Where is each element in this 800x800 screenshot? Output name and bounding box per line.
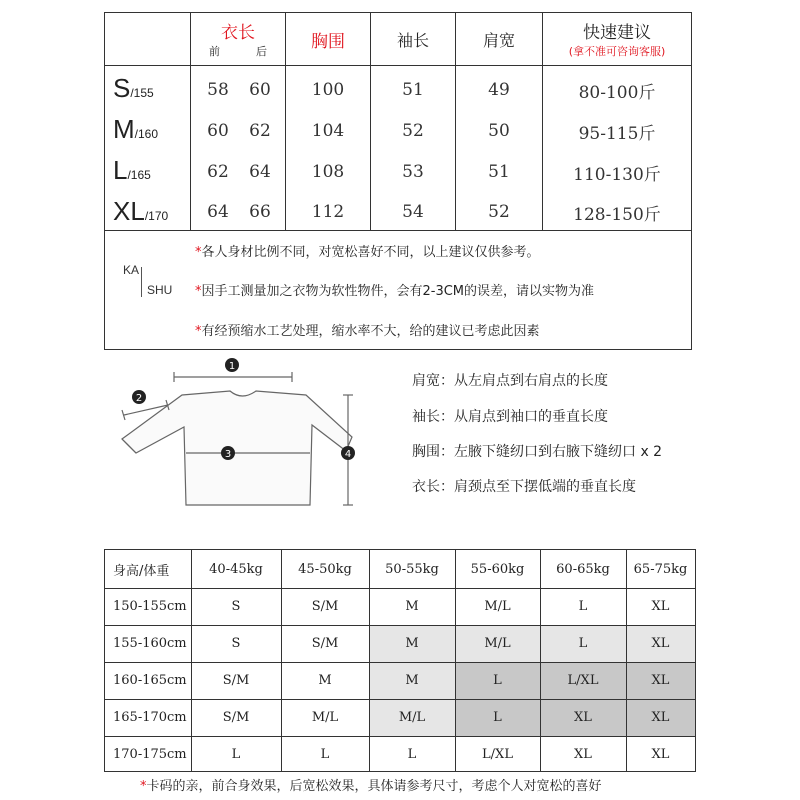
size-cell: M/L: [398, 710, 426, 725]
svg-text:3: 3: [224, 449, 232, 460]
garment-measure-diagram: [110, 355, 380, 525]
header-length: 衣长: [221, 22, 255, 43]
size-cell: L: [578, 636, 588, 651]
svg-text:1: 1: [228, 361, 236, 372]
size-cell: L/XL: [567, 673, 599, 688]
size-cell: S/M: [222, 673, 250, 688]
value-back: 66: [249, 202, 271, 222]
note-item: *因手工测量加之衣物为软性物件，会有2-3CM的误差，请以实物为准: [195, 284, 595, 299]
weight-column-header: 55-60kg: [470, 561, 525, 577]
value-chest: 112: [311, 202, 345, 222]
measure-desc: 肩宽：从左肩点到右肩点的长度: [412, 373, 608, 389]
measure-desc: 袖长：从肩点到袖口的垂直长度: [412, 409, 608, 425]
header-suggest-note: (拿不准可咨询客服): [568, 45, 666, 58]
size-cell: M: [405, 636, 419, 651]
weight-column-header: 65-75kg: [633, 561, 688, 577]
note-item: *有经预缩水工艺处理，缩水率不大，给的建议已考虑此因素: [195, 324, 540, 339]
measure-desc: 衣长：肩颈点至下摆低端的垂直长度: [412, 479, 636, 495]
size-cell: XL: [651, 636, 670, 651]
weight-column-header: 45-50kg: [298, 561, 352, 577]
size-cell: M/L: [484, 599, 511, 614]
size-cell: XL: [651, 710, 670, 725]
size-label: XL/170: [113, 196, 169, 226]
size-cell: XL: [651, 746, 670, 762]
value-front: 60: [207, 121, 229, 141]
value-weight: 110-130斤: [573, 164, 661, 185]
size-cell: S/M: [222, 710, 250, 725]
size-table: [104, 12, 692, 350]
brand-logo: KA SHU: [123, 263, 173, 297]
weight-column-header: 40-45kg: [209, 561, 263, 577]
size-cell: M: [405, 673, 419, 688]
size-cell: L: [320, 746, 330, 762]
size-cell: M/L: [311, 710, 339, 725]
value-weight: 128-150斤: [573, 204, 661, 225]
value-weight: 95-115斤: [578, 123, 656, 144]
value-back: 60: [249, 80, 271, 100]
header-length-front: 前: [209, 45, 220, 58]
divider: [105, 65, 691, 66]
value-chest: 104: [311, 121, 345, 141]
footer-note: *卡码的亲，前合身效果，后宽松效果，具体请参考尺寸，考虑个人对宽松的喜好: [140, 779, 602, 794]
value-front: 62: [207, 162, 229, 182]
value-back: 62: [249, 121, 271, 141]
note-item: *各人身材比例不同，对宽松喜好不同，以上建议仅供参考。: [195, 245, 540, 260]
height-row-label: 160-165cm: [113, 673, 187, 688]
size-cell: L: [407, 746, 417, 762]
height-row-label: 165-170cm: [113, 710, 187, 725]
value-front: 58: [207, 80, 229, 100]
header-shoulder: 肩宽: [482, 30, 515, 50]
size-cell: XL: [651, 673, 670, 688]
size-cell: L: [493, 673, 502, 688]
size-cell: M: [318, 673, 332, 688]
value-sleeve: 54: [402, 202, 424, 222]
measure-desc: 胸围：左腋下缝纫口到右腋下缝纫口 x 2: [412, 444, 663, 460]
size-label: M/160: [113, 114, 159, 144]
size-cell: L: [493, 710, 502, 725]
size-cell: S/M: [311, 599, 339, 614]
size-cell: M: [405, 599, 419, 614]
corner-header: 身高/体重: [113, 563, 170, 579]
value-sleeve: 52: [402, 121, 424, 141]
header-suggest: 快速建议: [583, 22, 651, 43]
svg-text:2: 2: [135, 393, 143, 404]
value-front: 64: [207, 202, 229, 222]
size-cell: S/M: [311, 636, 339, 651]
size-cell: L: [231, 746, 241, 762]
height-weight-table: [104, 549, 696, 772]
size-cell: XL: [651, 599, 670, 614]
header-chest: 胸围: [311, 31, 345, 52]
size-cell: XL: [574, 710, 592, 725]
value-sleeve: 53: [402, 162, 424, 182]
value-sleeve: 51: [402, 80, 424, 100]
value-back: 64: [249, 162, 271, 182]
height-row-label: 150-155cm: [113, 599, 187, 614]
value-weight: 80-100斤: [578, 82, 656, 103]
value-shoulder: 49: [488, 80, 510, 100]
size-label: L/165: [113, 155, 151, 185]
size-cell: S: [231, 599, 241, 614]
size-cell: S: [231, 636, 241, 651]
value-shoulder: 51: [488, 162, 510, 182]
header-length-back: 后: [256, 45, 267, 58]
weight-column-header: 50-55kg: [385, 561, 439, 577]
height-row-label: 155-160cm: [113, 636, 187, 651]
size-cell: XL: [574, 746, 592, 762]
size-cell: L/XL: [482, 746, 513, 762]
height-row-label: 170-175cm: [113, 746, 187, 762]
value-shoulder: 50: [488, 121, 510, 141]
value-chest: 108: [311, 162, 345, 182]
size-cell: M/L: [484, 636, 511, 651]
header-sleeve: 袖长: [396, 30, 429, 50]
value-shoulder: 52: [488, 202, 510, 222]
size-label: S/155: [113, 73, 154, 103]
weight-column-header: 60-65kg: [556, 561, 610, 577]
size-cell: L: [578, 599, 588, 614]
value-chest: 100: [311, 80, 345, 100]
svg-text:4: 4: [344, 449, 352, 460]
